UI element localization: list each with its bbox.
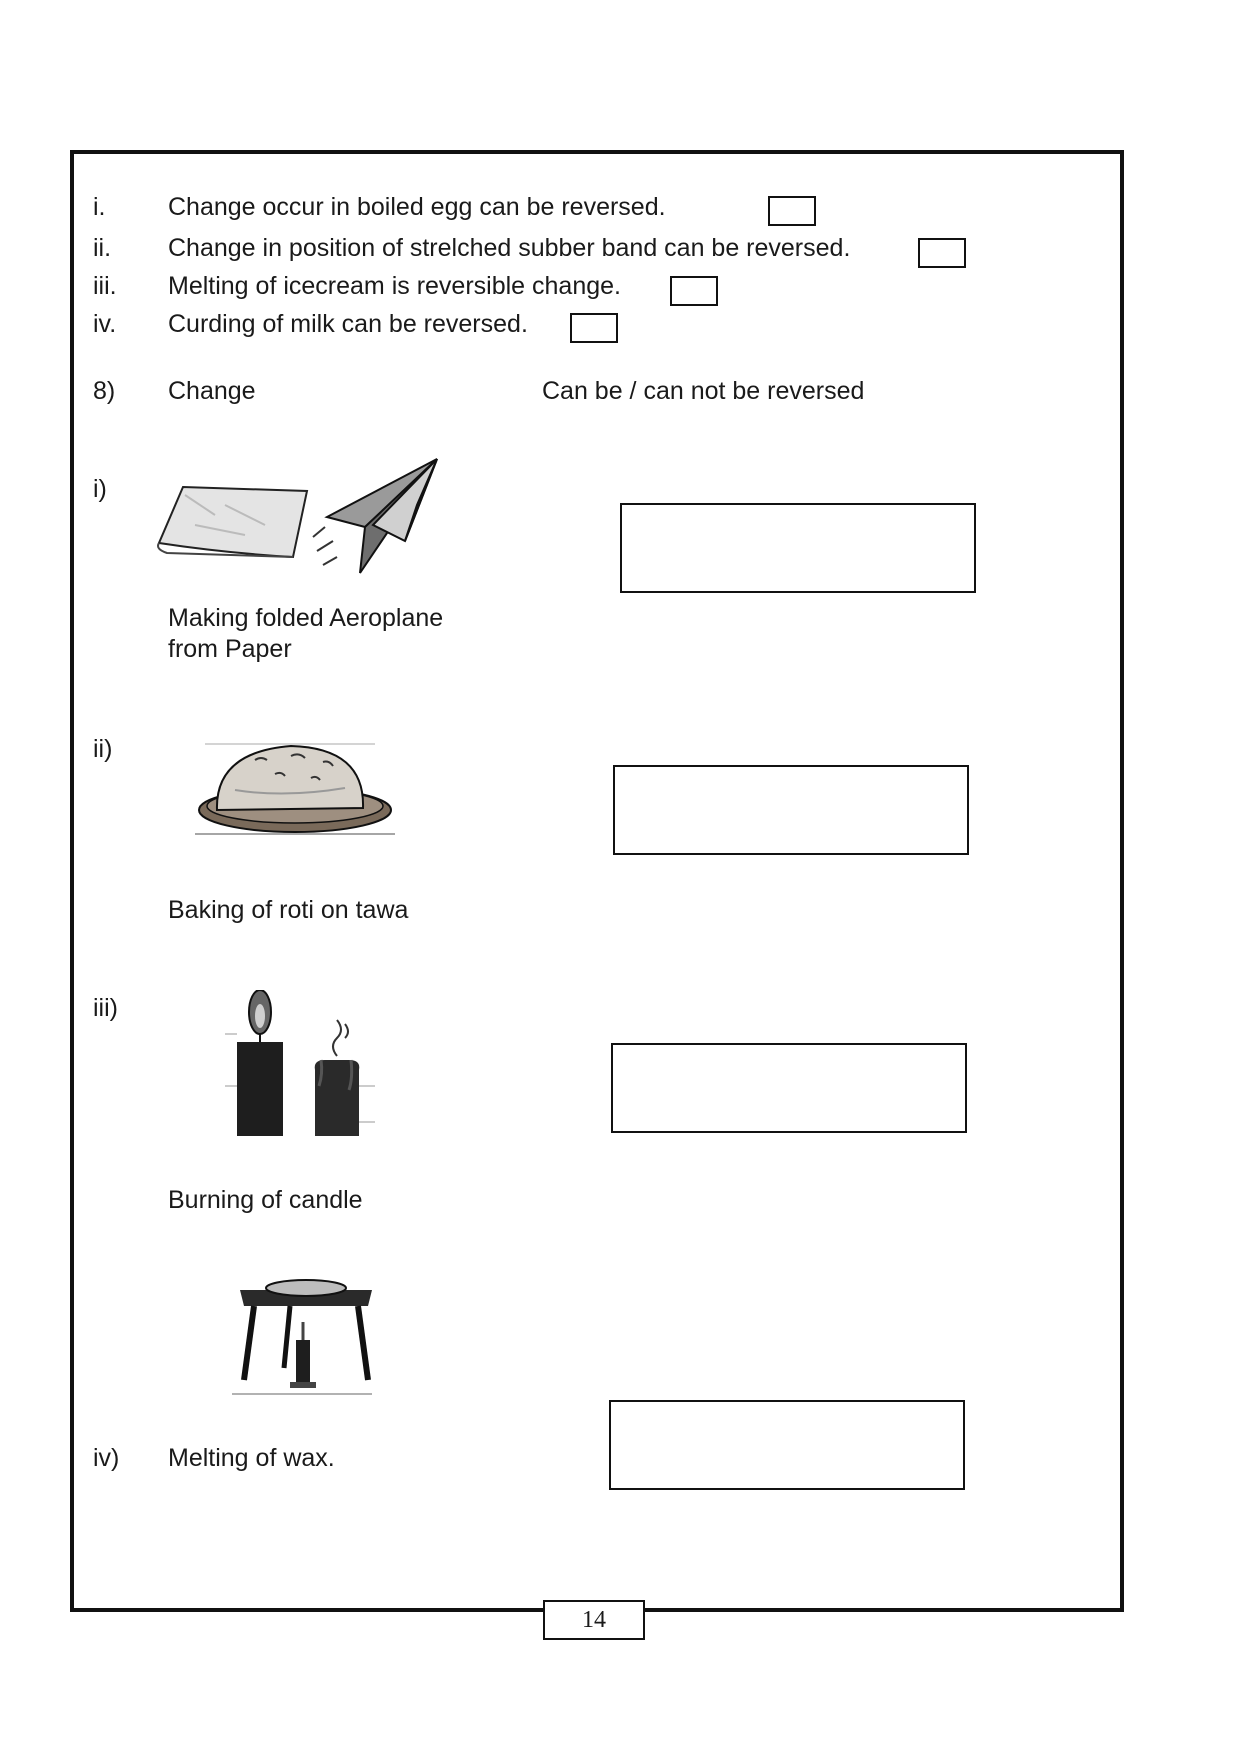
statement-4-text: Curding of milk can be reversed.: [168, 310, 528, 338]
page-number: 14: [543, 1600, 645, 1640]
question-8-number: 8): [93, 377, 116, 405]
statement-1-text: Change occur in boiled egg can be reversed.: [168, 193, 666, 221]
item-2-answer-box[interactable]: [613, 765, 969, 855]
item-4-number: iv): [93, 1444, 120, 1472]
item-1-caption-line-1: Making folded Aeroplane: [168, 604, 444, 632]
column-header-reversed: Can be / can not be reversed: [542, 377, 865, 405]
paper-aeroplane-image: [155, 455, 445, 585]
statement-2-text: Change in position of strelched subber band can be reversed.: [168, 234, 851, 262]
statement-2-number: ii.: [93, 234, 112, 262]
item-3-answer-box[interactable]: [611, 1043, 967, 1133]
item-1-number: i): [93, 475, 107, 503]
statement-3-number: iii.: [93, 272, 117, 300]
item-3-caption: Burning of candle: [168, 1186, 363, 1214]
item-4-caption: Melting of wax.: [168, 1444, 335, 1472]
statement-1-answer-box[interactable]: [768, 196, 816, 226]
roti-on-tawa-image: [195, 730, 405, 845]
page-frame: [70, 150, 1124, 1612]
statement-1-number: i.: [93, 193, 106, 221]
statement-4-answer-box[interactable]: [570, 313, 618, 343]
item-4-answer-box[interactable]: [609, 1400, 965, 1490]
melting-wax-image: [232, 1270, 382, 1400]
item-3-number: iii): [93, 994, 118, 1022]
item-1-caption-line-2: from Paper: [168, 635, 292, 663]
statement-4-number: iv.: [93, 310, 117, 338]
statement-3-answer-box[interactable]: [670, 276, 718, 306]
statement-2-answer-box[interactable]: [918, 238, 966, 268]
statement-3-text: Melting of icecream is reversible change.: [168, 272, 621, 300]
item-1-answer-box[interactable]: [620, 503, 976, 593]
column-header-change: Change: [168, 377, 256, 405]
burning-candle-image: [225, 990, 385, 1145]
item-2-number: ii): [93, 735, 113, 763]
item-2-caption: Baking of roti on tawa: [168, 896, 409, 924]
